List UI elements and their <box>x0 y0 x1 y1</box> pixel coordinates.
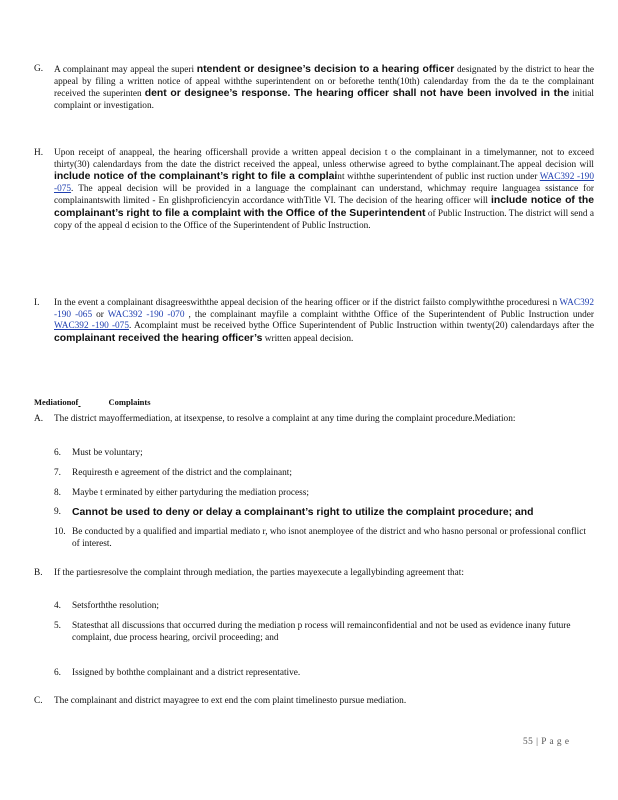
section-g-bold-1: ntendent or designee’s decision to a hearing officer <box>196 64 455 75</box>
section-i-text-5: written appeal decision. <box>264 333 354 344</box>
section-a <box>34 414 594 426</box>
section-h-text-2: nt withthe superintendent of public inst ruction under <box>337 172 538 183</box>
list-item <box>54 448 594 460</box>
list-item-text: Issigned by boththe complainant and a district representative. <box>72 668 301 678</box>
mediation-heading <box>34 397 151 407</box>
section-h-bold-2: include notice of the complainant’s right to file a complaint with the Office of the Superintendent <box>54 195 594 219</box>
list-item-number: 8. <box>54 488 61 498</box>
section-g-text-2: designated by the district to hear the appeal by filing a written notice of appeal withthe superintendent on or beforethe tenth(10th) calendarday from the da te the complainant received the superinten <box>54 65 595 100</box>
section-h <box>34 148 594 232</box>
list-item-text: Be conducted by a qualified and impartial mediato r, who isnot anemployee of the district and who hasno personal or professional conflict of interest. <box>72 527 586 549</box>
section-g-label: G. <box>34 64 44 74</box>
section-a-text: The district mayoffermediation, at itsexpense, to resolve a complaint at any time during the complaint procedure.Mediation: <box>54 414 516 424</box>
list-item-text: Statesthat all discussions that occurred during the mediation p rocess will remainconfidential and not be used as evidence inany future complaint, due process hearing, orcivil proceeding; and <box>72 621 571 643</box>
wac-392-190-075-link[interactable]: WAC392 -190 -075 <box>54 172 594 194</box>
wac-392-190-075-link-2[interactable]: WAC392 -190 -075 <box>54 321 129 332</box>
section-h-label: H. <box>34 148 44 158</box>
section-i-label: I. <box>34 298 40 308</box>
list-item-number: 4. <box>54 601 61 611</box>
wac-392-190-070-link[interactable]: WAC392 -190 -070 <box>107 309 185 320</box>
list-item <box>54 621 594 644</box>
list-item-text: Requiresth e agreement of the district and the complainant; <box>72 468 292 478</box>
mediation-heading-left: Mediationof <box>34 397 79 407</box>
list-item <box>54 527 594 550</box>
section-c-label: C. <box>34 696 43 706</box>
list-item <box>54 668 594 680</box>
section-h-text-1: Upon receipt of anappeal, the hearing officershall provide a written appeal decision t o the complainant in a timelymanner, not to exceed thirty(30) calendardays from the date the district received the appeal, unless otherwise agreed to bythe complainant.The appeal decision will <box>54 148 594 170</box>
section-g-text-1: A complainant may appeal the superi <box>54 65 197 75</box>
list-item-number: 5. <box>54 621 61 631</box>
wac-392-190-065-link[interactable]: WAC392 -190 -065 <box>54 298 595 320</box>
page-number: 55 | P a g e <box>523 737 570 747</box>
section-h-text-4: of Public Instruction. The district will send a copy of the appeal d ecision to the Office of the Superintendent of Public Instruction. <box>54 208 594 231</box>
section-h-bold-1: include notice of the complainant’s right to file a complai <box>54 171 338 183</box>
list-item <box>54 488 594 500</box>
section-i-text-2: or <box>92 309 108 320</box>
section-a-label: A. <box>34 414 44 424</box>
list-item-text: Must be voluntary; <box>72 448 143 458</box>
list-item-number: 10. <box>54 527 66 537</box>
list-item <box>54 468 594 480</box>
section-i <box>34 298 594 345</box>
section-c-text: The complainant and district mayagree to ext end the com plaint timelinesto pursue mediation. <box>54 696 407 706</box>
section-g-bold-2: dent or designee’s response. The hearing officer shall not have been involved in the <box>144 88 570 100</box>
list-item-number: 7. <box>54 468 61 478</box>
section-i-text-4: . Acomplaint must be received bythe Office Superintendent of Public Instruction within twenty(20) calendardays after the <box>128 321 594 332</box>
list-item-number: 6. <box>54 448 61 458</box>
section-b <box>34 568 594 580</box>
list-item-number: 6. <box>54 668 61 678</box>
section-i-bold-1: complainant received the hearing officer’s <box>54 332 263 344</box>
section-b-text: If the partiesresolve the complaint through mediation, the parties mayexecute a legallybinding agreement that: <box>54 568 464 578</box>
list-item <box>54 507 594 519</box>
section-c <box>34 696 594 708</box>
list-item-text: Setsforththe resolution; <box>72 601 160 611</box>
list-item-number: 9. <box>54 507 61 517</box>
mediation-heading-right: Complaints <box>108 397 151 407</box>
section-g <box>34 64 594 112</box>
list-item-text: Cannot be used to deny or delay a complainant’s right to utilize the complaint procedure; and <box>72 507 534 518</box>
list-item <box>54 601 594 613</box>
section-i-text-1: In the event a complainant disagreeswiththe appeal decision of the hearing officer or if the district failsto complywiththe proceduresi n <box>54 298 558 308</box>
list-item-text: Maybe t erminated by either partyduring the mediation process; <box>72 488 309 498</box>
section-g-text-3: initial complaint or investigation. <box>54 89 594 111</box>
section-b-label: B. <box>34 568 43 578</box>
section-i-text-3: , the complainant mayfile a complaint withthe Office of the Superintendent of Public Instruction under <box>184 309 594 320</box>
section-h-text-3: . The appeal decision will be provided in a language the complainant can understand, whichmay require languagea ssistance for complainantswith limited - En glishproficiencyin accordance withTitle VI. The decision of the hearing officer will <box>54 183 594 207</box>
